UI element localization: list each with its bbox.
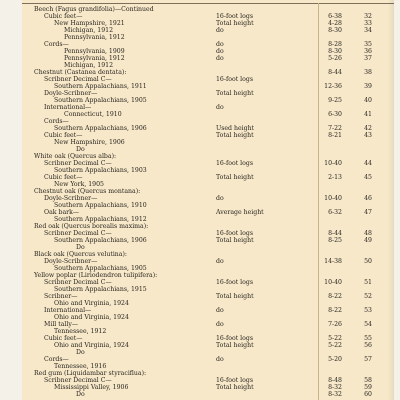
row-unit: Used height [216, 125, 255, 132]
row-number: 46 [364, 195, 372, 202]
row-label: Red gum (Liquidambar styraciflua): [34, 370, 147, 377]
table-row [22, 118, 394, 125]
table-row [22, 363, 394, 370]
table-row [22, 314, 394, 321]
row-number: 43 [364, 132, 372, 139]
row-label: Oak bark— [44, 209, 80, 216]
table-row [22, 202, 394, 209]
row-unit: Average height [216, 209, 264, 216]
table-row [22, 55, 394, 62]
table-row [22, 146, 394, 153]
row-unit: do [216, 258, 224, 265]
row-label: Scribner— [44, 293, 78, 300]
row-number: 47 [364, 209, 372, 216]
row-range: 10-40 [324, 160, 342, 167]
row-range: 8-32 [328, 384, 342, 391]
row-unit: Total height [216, 90, 254, 97]
table-row [22, 167, 394, 174]
document-page [22, 0, 394, 400]
row-number: 49 [364, 237, 372, 244]
table-row [22, 377, 394, 384]
row-number: 56 [364, 342, 372, 349]
row-range: 8-30 [328, 27, 342, 34]
row-range: 10-40 [324, 195, 342, 202]
row-unit: 16-foot logs [216, 279, 253, 286]
table-row [22, 342, 394, 349]
row-label: Cubic feet— [44, 335, 83, 342]
row-unit: do [216, 55, 224, 62]
row-number: 60 [364, 391, 372, 398]
row-label: Black oak (Quercus velutina): [34, 251, 127, 258]
table-row [22, 97, 394, 104]
row-unit: 16-foot logs [216, 76, 253, 83]
row-unit: do [216, 41, 224, 48]
table-row [22, 272, 394, 279]
row-range: 8-25 [328, 237, 342, 244]
table-row [22, 335, 394, 342]
row-number: 34 [364, 27, 372, 34]
table-row [22, 69, 394, 76]
row-label: Do [76, 244, 85, 251]
table-row [22, 132, 394, 139]
table-row [22, 125, 394, 132]
table-row [22, 139, 394, 146]
row-label: Tennessee, 1912 [54, 328, 107, 335]
row-number: 48 [364, 230, 372, 237]
table-row [22, 41, 394, 48]
row-label: New Hampshire, 1906 [54, 139, 125, 146]
row-label: Beech (Fagus grandifolia)—Continued [34, 6, 154, 13]
row-unit: Total height [216, 342, 254, 349]
row-unit: do [216, 104, 224, 111]
row-unit: 16-foot logs [216, 13, 253, 20]
row-label: International— [44, 307, 92, 314]
row-number: 59 [364, 384, 372, 391]
row-number: 50 [364, 258, 372, 265]
row-label: Doyle-Scribner— [44, 90, 98, 97]
table-row [22, 370, 394, 377]
row-unit: 16-foot logs [216, 160, 253, 167]
row-unit: 16-foot logs [216, 335, 253, 342]
table-row [22, 349, 394, 356]
row-label: Scribner Decimal C— [44, 230, 112, 237]
row-range: 6-32 [328, 209, 342, 216]
row-number: 52 [364, 293, 372, 300]
row-range: 9-25 [328, 97, 342, 104]
row-range: 8-28 [328, 41, 342, 48]
row-label: Scribner Decimal C— [44, 160, 112, 167]
row-label: International— [44, 104, 92, 111]
row-number: 40 [364, 97, 372, 104]
table-row [22, 265, 394, 272]
row-range: 4-28 [328, 20, 342, 27]
row-label: New York, 1905 [54, 181, 104, 188]
table-row [22, 181, 394, 188]
row-label: Michigan, 1912 [64, 62, 114, 69]
row-unit: do [216, 48, 224, 55]
row-label: Doyle-Scribner— [44, 195, 98, 202]
table-row [22, 321, 394, 328]
row-number: 41 [364, 111, 372, 118]
row-number: 53 [364, 307, 372, 314]
row-label: Southern Appalachians, 1906 [54, 237, 147, 244]
row-number: 55 [364, 335, 372, 342]
row-range: 8-22 [328, 307, 342, 314]
table-row [22, 195, 394, 202]
row-label: Scribner Decimal C— [44, 279, 112, 286]
row-label: Do [76, 349, 85, 356]
table-row [22, 153, 394, 160]
row-range: 2-13 [328, 174, 342, 181]
row-unit: Total height [216, 20, 254, 27]
table-row [22, 251, 394, 258]
row-number: 39 [364, 83, 372, 90]
row-label: Pennsylvania, 1909 [64, 48, 125, 55]
table-row [22, 48, 394, 55]
row-label: Southern Appalachians, 1905 [54, 97, 147, 104]
row-number: 58 [364, 377, 372, 384]
table-row [22, 83, 394, 90]
row-range: 7-26 [328, 321, 342, 328]
row-label: Red oak (Quercus borealis maxima): [34, 223, 149, 230]
row-label: Cords— [44, 118, 69, 125]
row-range: 8-44 [328, 230, 342, 237]
table-row [22, 174, 394, 181]
table-row [22, 286, 394, 293]
row-range: 12-36 [324, 83, 342, 90]
row-number: 35 [364, 41, 372, 48]
table-row [22, 62, 394, 69]
table-row [22, 76, 394, 83]
row-label: Southern Appalachians, 1912 [54, 216, 147, 223]
row-unit: Total height [216, 384, 254, 391]
row-label: Michigan, 1912 [64, 27, 114, 34]
top-rule [22, 3, 394, 4]
row-range: 14-38 [324, 258, 342, 265]
row-unit: do [216, 321, 224, 328]
row-range: 8-32 [328, 391, 342, 398]
table-row [22, 27, 394, 34]
row-label: Ohio and Virginia, 1924 [54, 314, 129, 321]
table-row [22, 230, 394, 237]
row-number: 36 [364, 48, 372, 55]
row-number: 54 [364, 321, 372, 328]
row-number: 45 [364, 174, 372, 181]
table-row [22, 307, 394, 314]
table-row [22, 223, 394, 230]
row-label: Ohio and Virginia, 1924 [54, 300, 129, 307]
table-row [22, 279, 394, 286]
row-range: 10-40 [324, 279, 342, 286]
table-row [22, 104, 394, 111]
table-row [22, 13, 394, 20]
row-label: Do [76, 146, 85, 153]
table-row [22, 391, 394, 398]
row-label: Connecticut, 1910 [64, 111, 122, 118]
row-range: 5-22 [328, 335, 342, 342]
row-range: 8-30 [328, 48, 342, 55]
table-row [22, 258, 394, 265]
table-row [22, 293, 394, 300]
table-row [22, 328, 394, 335]
row-label: Chestnut oak (Quercus montana): [34, 188, 141, 195]
row-label: Mill tally— [44, 321, 79, 328]
row-number: 33 [364, 20, 372, 27]
row-unit: 16-foot logs [216, 230, 253, 237]
row-unit: Total height [216, 174, 254, 181]
row-label: Southern Appalachians, 1903 [54, 167, 147, 174]
row-label: Cords— [44, 356, 69, 363]
row-label: Southern Appalachians, 1905 [54, 265, 147, 272]
row-range: 8-48 [328, 377, 342, 384]
row-label: Cubic feet— [44, 132, 83, 139]
row-range: 5-22 [328, 342, 342, 349]
row-unit: Total height [216, 132, 254, 139]
row-label: White oak (Quercus alba): [34, 153, 117, 160]
table-row [22, 216, 394, 223]
table-row [22, 6, 394, 13]
row-label: Chestnut (Castanea dentata): [34, 69, 127, 76]
table-row [22, 384, 394, 391]
table-row [22, 20, 394, 27]
row-label: Doyle-Scribner— [44, 258, 98, 265]
row-label: Southern Appalachians, 1915 [54, 286, 147, 293]
row-range: 6-30 [328, 111, 342, 118]
row-number: 57 [364, 356, 372, 363]
row-label: Ohio and Virginia, 1924 [54, 342, 129, 349]
row-number: 51 [364, 279, 372, 286]
row-number: 32 [364, 13, 372, 20]
row-unit: 16-foot logs [216, 377, 253, 384]
row-unit: Total height [216, 237, 254, 244]
row-unit: do [216, 195, 224, 202]
table-row [22, 188, 394, 195]
row-label: Do [76, 391, 85, 398]
row-label: Southern Appalachians, 1906 [54, 125, 147, 132]
row-label: Mississippi Valley, 1906 [54, 384, 129, 391]
row-range: 5-20 [328, 356, 342, 363]
row-label: Southern Appalachians, 1911 [54, 83, 147, 90]
row-range: 6-38 [328, 13, 342, 20]
table-row [22, 237, 394, 244]
row-unit: do [216, 356, 224, 363]
row-range: 8-21 [328, 132, 342, 139]
table-row [22, 209, 394, 216]
table-row [22, 90, 394, 97]
row-range: 7-22 [328, 125, 342, 132]
row-label: Scribner Decimal C— [44, 76, 112, 83]
row-range: 8-22 [328, 293, 342, 300]
row-range: 8-44 [328, 69, 342, 76]
row-label: Pennsylvania, 1912 [64, 55, 125, 62]
row-label: Scribner Decimal C— [44, 377, 112, 384]
row-number: 44 [364, 160, 372, 167]
row-range: 5-26 [328, 55, 342, 62]
row-number: 42 [364, 125, 372, 132]
table-row [22, 160, 394, 167]
row-unit: do [216, 307, 224, 314]
row-label: New Hampshire, 1921 [54, 20, 125, 27]
row-label: Yellow poplar (Liriodendron tulipifera): [34, 272, 158, 279]
row-label: Cubic feet— [44, 174, 83, 181]
table-row [22, 300, 394, 307]
table-row [22, 244, 394, 251]
row-unit: do [216, 27, 224, 34]
row-label: Southern Appalachians, 1910 [54, 202, 147, 209]
row-label: Tennessee, 1916 [54, 363, 107, 370]
row-number: 38 [364, 69, 372, 76]
table-row [22, 356, 394, 363]
row-unit: Total height [216, 293, 254, 300]
row-label: Pennsylvania, 1912 [64, 34, 125, 41]
row-label: Cubic feet— [44, 13, 83, 20]
table-row [22, 111, 394, 118]
table-row [22, 34, 394, 41]
row-label: Cords— [44, 41, 69, 48]
row-number: 37 [364, 55, 372, 62]
